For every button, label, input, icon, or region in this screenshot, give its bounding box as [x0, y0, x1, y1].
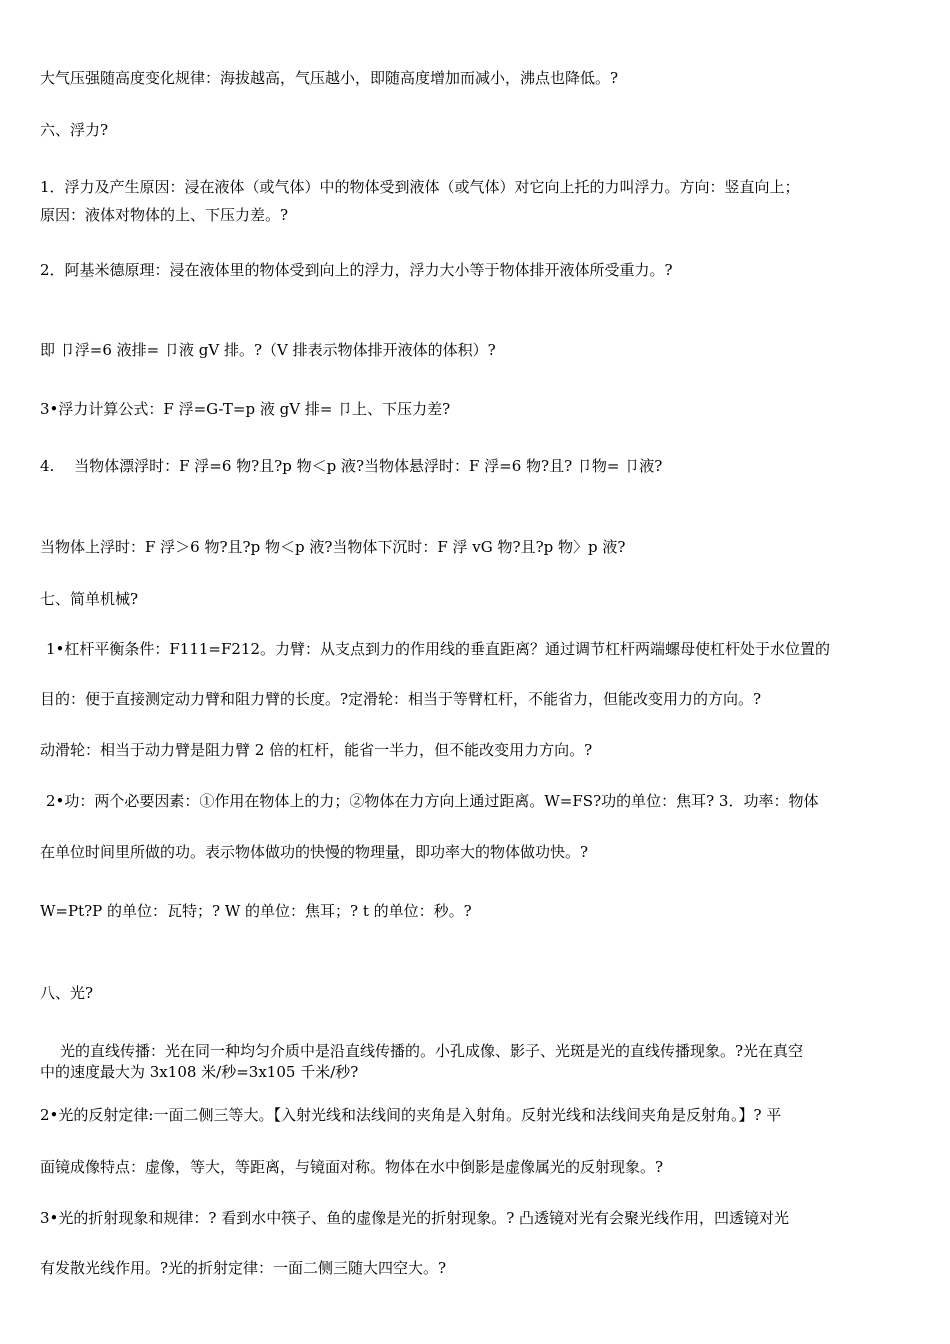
text-line: 3•浮力计算公式：F 浮=G-T=p 液 gV 排= 卩上、下压力差? [40, 400, 451, 418]
text-line: 在单位时间里所做的功。表示物体做功的快慢的物理量，即功率大的物体做功快。? [40, 843, 589, 861]
text-line: 大气压强随高度变化规律：海拔越高，气压越小，即随高度增加而减小，沸点也降低。? [40, 69, 619, 87]
text-line: 2•功：两个必要因素：①作用在物体上的力；②物体在力方向上通过距离。W=FS?功的单位：焦耳? 3．功率：物体 [46, 792, 819, 810]
text-line: 2•光的反射定律:一面二侧三等大。【入射光线和法线间的夹角是入射角。反射光线和法线间夹角是反射角。】? 平 [40, 1106, 782, 1124]
text-line: 中的速度最大为 3x108 米/秒=3x105 千米/秒? [40, 1063, 359, 1081]
text-line: 动滑轮：相当于动力臂是阻力臂 2 倍的杠杆，能省一半力，但不能改变用力方向。? [40, 741, 593, 759]
text-line: 1．浮力及产生原因：浸在液体（或气体）中的物体受到液体（或气体）对它向上托的力叫浮力。方向：竖直向上； [40, 178, 800, 196]
text-line: 目的：便于直接测定动力臂和阻力臂的长度。?定滑轮：相当于等臂杠杆，不能省力，但能改变用力的方向。? [40, 690, 762, 708]
text-line: 1•杠杆平衡条件：F111=F212。力臂：从支点到力的作用线的垂直距离？通过调节杠杆两端螺母使杠杆处于水位置的 [46, 640, 831, 658]
text-line: 当物体上浮时：F 浮＞6 物?且?p 物＜p 液?当物体下沉时：F 浮 vG 物?且?p 物〉p 液? [40, 538, 626, 556]
section-heading-buoyancy: 六、浮力? [40, 121, 109, 139]
section-heading-simple-machines: 七、简单机械? [40, 590, 139, 608]
text-line: 即 卩浮=6 液排= 卩液 gV 排。?（V 排表示物体排开液体的体积）? [40, 341, 496, 359]
text-line: 原因：液体对物体的上、下压力差。? [40, 206, 289, 224]
text-line: 3•光的折射现象和规律：? 看到水中筷子、鱼的虚像是光的折射现象。? 凸透镜对光有会聚光线作用，凹透镜对光 [40, 1209, 790, 1227]
text-line: 2．阿基米德原理：浸在液体里的物体受到向上的浮力，浮力大小等于物体排开液体所受重力。? [40, 261, 673, 279]
text-line: 4. 当物体漂浮时：F 浮=6 物?且?p 物＜p 液?当物体悬浮时：F 浮=6 物?且? 卩物= 卩液? [40, 457, 663, 475]
text-line: 光的直线传播：光在同一种均匀介质中是沿直线传播的。小孔成像、影子、光斑是光的直线传播现象。?光在真空 [60, 1042, 804, 1060]
text-line: 有发散光线作用。?光的折射定律：一面二侧三随大四空大。? [40, 1259, 447, 1277]
text-line: 面镜成像特点：虚像，等大，等距离，与镜面对称。物体在水中倒影是虚像属光的反射现象。? [40, 1158, 664, 1176]
text-line: W=Pt?P 的单位：瓦特；? W 的单位：焦耳；? t 的单位：秒。? [40, 902, 472, 920]
section-heading-light: 八、光? [40, 984, 94, 1002]
